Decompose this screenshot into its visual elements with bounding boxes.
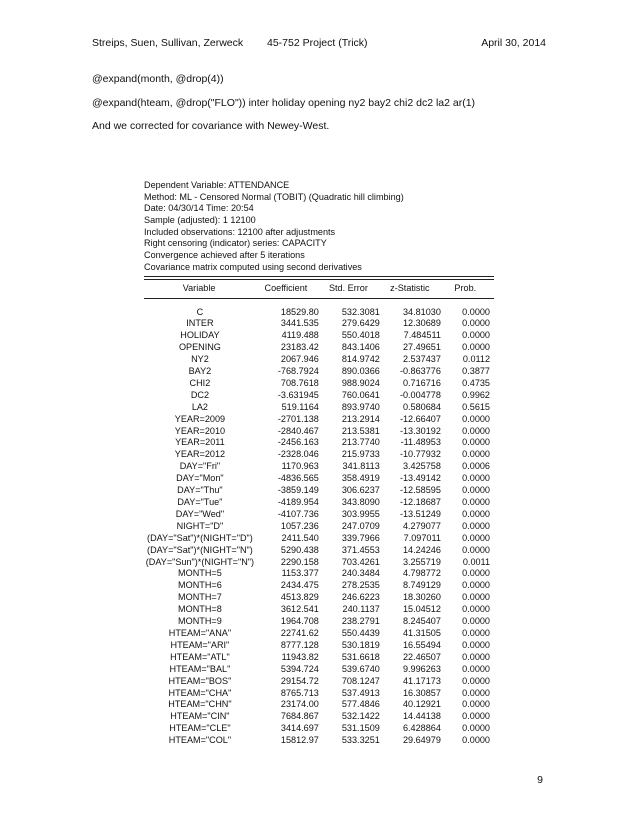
cell-std-error: 213.7740: [341, 437, 380, 448]
table-row: [144, 402, 494, 414]
table-header-row: [144, 280, 494, 296]
table-row: [144, 580, 494, 592]
table-row: [144, 652, 494, 664]
cell-std-error: 760.0641: [341, 389, 380, 400]
cell-prob: 0.0000: [462, 306, 490, 317]
table-row: [144, 723, 494, 735]
cell-std-error: 708.1247: [341, 675, 380, 686]
cell-z-statistic: 3.255719: [402, 556, 441, 567]
cell-variable: DAY="Tue": [177, 497, 223, 507]
table-row: [144, 473, 494, 485]
cell-std-error: 532.3081: [341, 306, 380, 317]
expand-hteam-line: @expand(hteam, @drop("FLO")) inter holiday opening ny2 bay2 chi2 dc2 la2 ar(1): [92, 97, 476, 109]
cell-prob: 0.0112: [462, 354, 490, 365]
cell-std-error: 213.2914: [341, 413, 380, 424]
cell-std-error: 371.4553: [341, 544, 380, 555]
cell-prob: 0.0000: [462, 687, 490, 698]
cell-coefficient: 8765.713: [280, 687, 319, 698]
cell-coefficient: 5394.724: [280, 663, 319, 674]
table-row: [144, 699, 494, 711]
cell-z-statistic: 40.12921: [402, 699, 441, 710]
cell-std-error: 343.8090: [341, 497, 380, 507]
cell-variable: BAY2: [188, 366, 212, 377]
newey-west-note: And we corrected for covariance with Newey-West.: [92, 120, 330, 132]
cell-std-error: 213.5381: [341, 425, 380, 436]
cell-variable: HTEAM="CHN": [168, 699, 232, 710]
cell-std-error: 215.9733: [341, 449, 380, 460]
cell-std-error: 814.9742: [341, 354, 380, 365]
cell-variable: NIGHT="D": [176, 520, 224, 531]
cell-coefficient: 1170.963: [281, 461, 319, 472]
cell-z-statistic: 27.49651: [402, 342, 441, 353]
page-header: [92, 37, 546, 51]
cell-std-error: 240.1137: [342, 604, 380, 615]
cell-prob: 0.0000: [462, 413, 490, 424]
cell-z-statistic: 8.245407: [402, 616, 441, 627]
table-row: [144, 557, 494, 569]
cell-z-statistic: 0.716716: [402, 377, 441, 388]
cell-z-statistic: -11.48953: [400, 437, 441, 448]
cell-coefficient: 4513.829: [280, 592, 319, 603]
cell-z-statistic: 6.428864: [402, 723, 441, 734]
table-row: [144, 437, 494, 449]
cell-variable: HTEAM="CHA": [168, 687, 232, 698]
output-meta-line: Dependent Variable: ATTENDANCE: [144, 180, 290, 190]
cell-std-error: 531.6618: [341, 651, 380, 662]
cell-coefficient: 23174.00: [280, 699, 319, 710]
cell-z-statistic: 7.484511: [403, 330, 441, 341]
cell-std-error: 537.4913: [341, 687, 380, 698]
cell-z-statistic: 0.580684: [402, 401, 441, 412]
regression-output: [144, 180, 494, 747]
page-number: 9: [537, 774, 543, 786]
cell-z-statistic: -10.77932: [399, 449, 441, 460]
table-row: [144, 449, 494, 461]
cell-variable: MONTH=7: [178, 592, 222, 603]
cell-coefficient: 3612.541: [280, 604, 319, 615]
cell-z-statistic: 3.425758: [402, 461, 441, 472]
column-header-variable: Variable: [182, 282, 216, 293]
cell-z-statistic: 9.996263: [402, 663, 441, 674]
cell-prob: 0.0000: [462, 699, 490, 710]
cell-coefficient: 4119.488: [281, 330, 319, 341]
cell-prob: 0.9962: [462, 389, 490, 400]
cell-z-statistic: 34.81030: [402, 306, 441, 317]
cell-variable: OPENING: [178, 342, 221, 353]
cell-coefficient: 519.1164: [281, 401, 319, 412]
cell-variable: DAY="Mon": [176, 473, 224, 484]
cell-coefficient: 2067.946: [280, 354, 319, 365]
cell-coefficient: -2701.138: [277, 413, 319, 424]
cell-z-statistic: 7.097011: [403, 532, 441, 543]
cell-coefficient: -4189.954: [277, 497, 319, 507]
cell-coefficient: 2411.540: [281, 532, 319, 543]
cell-z-statistic: 2.537437: [402, 354, 441, 365]
cell-prob: 0.0000: [462, 735, 490, 746]
cell-variable: HTEAM="COL": [168, 735, 232, 746]
cell-std-error: 533.3251: [341, 735, 380, 746]
cell-coefficient: 22741.62: [280, 627, 319, 638]
output-meta-line: Sample (adjusted): 1 12100: [144, 215, 256, 226]
cell-std-error: 577.4846: [341, 699, 380, 710]
table-row: [144, 485, 494, 497]
column-header-z-statistic: z-Statistic: [390, 282, 430, 293]
table-row: [144, 307, 494, 319]
cell-coefficient: 11943.82: [281, 651, 319, 662]
table-row: [144, 711, 494, 723]
table-row: [144, 378, 494, 390]
cell-prob: 0.0000: [462, 437, 490, 448]
cell-z-statistic: 18.30260: [402, 592, 441, 603]
cell-variable: NY2: [191, 354, 209, 365]
cell-coefficient: -3859.149: [277, 485, 319, 496]
cell-std-error: 358.4919: [341, 473, 380, 484]
cell-variable: CHI2: [189, 377, 211, 388]
cell-coefficient: 3441.535: [280, 318, 319, 329]
cell-std-error: 703.4261: [341, 556, 380, 567]
output-meta: [144, 180, 494, 274]
cell-coefficient: -768.7924: [277, 366, 319, 377]
cell-z-statistic: 41.17173: [402, 675, 441, 686]
cell-std-error: 531.1509: [341, 723, 380, 734]
cell-variable: (DAY="Sat")*(NIGHT="D"): [147, 532, 253, 543]
cell-coefficient: 1964.708: [280, 616, 319, 627]
cell-std-error: 279.6429: [341, 318, 380, 329]
cell-variable: INTER: [186, 318, 214, 329]
cell-coefficient: 8777.128: [280, 639, 319, 650]
table-row: [144, 342, 494, 354]
cell-std-error: 550.4018: [341, 330, 380, 341]
cell-variable: DAY="Wed": [175, 508, 225, 519]
cell-prob: 0.0000: [462, 532, 490, 543]
cell-coefficient: 708.7618: [280, 377, 319, 388]
cell-coefficient: -4836.565: [277, 473, 319, 484]
cell-z-statistic: 14.44138: [402, 711, 441, 722]
cell-std-error: 988.9024: [341, 377, 380, 388]
cell-std-error: 532.1422: [341, 711, 380, 722]
table-row: [144, 521, 494, 533]
cell-prob: 0.0000: [462, 592, 490, 603]
table-row: [144, 664, 494, 676]
cell-prob: 0.0000: [462, 342, 490, 353]
cell-coefficient: 23183.42: [280, 342, 319, 353]
table-row: [144, 676, 494, 688]
cell-variable: HTEAM="CIN": [170, 711, 230, 722]
header-project: 45-752 Project (Trick): [267, 37, 368, 49]
cell-z-statistic: 22.46507: [402, 651, 441, 662]
cell-variable: HTEAM="ATL": [170, 651, 230, 662]
cell-z-statistic: -13.30192: [399, 425, 441, 436]
cell-prob: 0.0000: [462, 675, 490, 686]
cell-prob: 0.0000: [462, 473, 490, 484]
cell-coefficient: -4107.736: [277, 508, 319, 519]
cell-variable: YEAR=2010: [174, 425, 226, 436]
cell-variable: YEAR=2011: [175, 437, 225, 448]
cell-prob: 0.0000: [462, 604, 490, 615]
column-header-coefficient: Coefficient: [264, 282, 308, 293]
cell-z-statistic: 4.798772: [402, 568, 441, 579]
cell-std-error: 240.3484: [341, 568, 380, 579]
output-meta-line: Covariance matrix computed using second derivatives: [144, 261, 362, 272]
table-row: [144, 628, 494, 640]
cell-z-statistic: -13.51249: [399, 508, 441, 519]
cell-variable: DAY="Fri": [179, 461, 221, 472]
cell-std-error: 550.4439: [341, 627, 380, 638]
cell-variable: (DAY="Sun")*(NIGHT="N"): [145, 556, 255, 567]
cell-coefficient: 1153.377: [281, 568, 319, 579]
table-row: [144, 318, 494, 330]
cell-coefficient: -2456.163: [277, 437, 319, 448]
cell-coefficient: -2840.467: [277, 425, 319, 436]
table-row: [144, 592, 494, 604]
cell-variable: DAY="Thu": [177, 485, 223, 496]
cell-variable: HOLIDAY: [180, 330, 220, 341]
cell-z-statistic: 16.55494: [402, 639, 441, 650]
cell-prob: 0.3877: [462, 366, 490, 377]
cell-coefficient: 1057.236: [280, 520, 319, 531]
cell-z-statistic: -0.004778: [399, 389, 441, 400]
cell-prob: 0.0000: [462, 639, 490, 650]
table-row: [144, 604, 494, 616]
cell-z-statistic: -12.58595: [399, 485, 441, 496]
cell-std-error: 278.2535: [341, 580, 380, 591]
cell-variable: DC2: [190, 389, 210, 400]
cell-coefficient: 18529.80: [280, 306, 319, 317]
cell-coefficient: -3.631945: [277, 389, 319, 400]
table-row: [144, 366, 494, 378]
table-row: [144, 509, 494, 521]
cell-prob: 0.0000: [462, 627, 490, 638]
table-row: [144, 640, 494, 652]
cell-prob: 0.0000: [462, 616, 490, 627]
cell-std-error: 893.9740: [341, 401, 380, 412]
cell-prob: 0.0000: [462, 508, 490, 519]
coefficient-rows: [144, 299, 494, 748]
cell-z-statistic: 29.64979: [402, 735, 441, 746]
cell-coefficient: 2290.158: [280, 556, 319, 567]
cell-z-statistic: 16.30857: [402, 687, 441, 698]
cell-variable: (DAY="Sat")*(NIGHT="N"): [147, 544, 253, 555]
cell-std-error: 247.0709: [341, 520, 380, 531]
cell-std-error: 843.1406: [341, 342, 380, 353]
cell-coefficient: 7684.867: [280, 711, 319, 722]
output-meta-line: Date: 04/30/14 Time: 20:54: [144, 203, 254, 214]
cell-coefficient: 3414.697: [280, 723, 319, 734]
cell-std-error: 306.6237: [341, 485, 380, 496]
cell-prob: 0.0011: [462, 556, 490, 567]
output-meta-line: Right censoring (indicator) series: CAPACITY: [144, 238, 327, 249]
cell-prob: 0.0000: [462, 425, 490, 436]
cell-coefficient: 29154.72: [280, 675, 319, 686]
cell-prob: 0.0000: [462, 651, 490, 662]
cell-prob: 0.0000: [462, 663, 490, 674]
cell-variable: HTEAM="ARI": [170, 639, 230, 650]
cell-prob: 0.0000: [462, 497, 490, 507]
cell-prob: 0.0000: [462, 330, 490, 341]
table-row: [144, 616, 494, 628]
cell-variable: HTEAM="BAL": [169, 663, 231, 674]
table-row: [144, 390, 494, 402]
cell-variable: C: [196, 306, 204, 317]
cell-prob: 0.0000: [462, 449, 490, 460]
cell-prob: 0.0000: [462, 711, 490, 722]
cell-std-error: 539.6740: [341, 663, 380, 674]
table-row: [144, 568, 494, 580]
header-authors: Streips, Suen, Sullivan, Zerweck: [92, 37, 244, 49]
table-row: [144, 330, 494, 342]
table-row: [144, 688, 494, 700]
cell-coefficient: 2434.475: [280, 580, 319, 591]
cell-prob: 0.0006: [462, 461, 490, 472]
cell-z-statistic: 15.04512: [402, 604, 441, 615]
cell-z-statistic: 8.749129: [402, 580, 441, 591]
output-meta-line: Method: ML - Censored Normal (TOBIT) (Quadratic hill climbing): [144, 191, 404, 202]
cell-prob: 0.4735: [462, 377, 490, 388]
cell-coefficient: 15812.97: [280, 735, 319, 746]
cell-prob: 0.0000: [462, 568, 490, 579]
table-row: [144, 414, 494, 426]
cell-z-statistic: -12.66407: [399, 413, 441, 424]
cell-coefficient: 5290.438: [280, 544, 319, 555]
cell-prob: 0.5615: [462, 401, 490, 412]
table-row: [144, 533, 494, 545]
cell-variable: MONTH=9: [178, 616, 222, 627]
table-row: [144, 461, 494, 473]
cell-variable: HTEAM="CLE": [169, 723, 231, 734]
column-header-prob: Prob.: [454, 282, 477, 293]
cell-std-error: 890.0366: [341, 366, 380, 377]
cell-coefficient: -2328.046: [277, 449, 319, 460]
output-meta-line: Convergence achieved after 5 iterations: [144, 250, 305, 261]
cell-z-statistic: 41.31505: [402, 627, 441, 638]
cell-std-error: 246.6223: [341, 592, 380, 603]
cell-variable: MONTH=8: [178, 604, 222, 615]
table-row: [144, 735, 494, 747]
cell-prob: 0.0000: [462, 580, 490, 591]
column-header-std-error: Std. Error: [328, 282, 368, 293]
output-meta-line: Included observations: 12100 after adjustments: [144, 226, 336, 237]
header-date: April 30, 2014: [481, 37, 546, 49]
cell-z-statistic: 12.30689: [402, 318, 441, 329]
cell-z-statistic: -12.18687: [399, 497, 441, 507]
cell-std-error: 341.8113: [342, 461, 380, 472]
cell-std-error: 530.1819: [341, 639, 380, 650]
table-row: [144, 426, 494, 438]
table-row: [144, 545, 494, 557]
cell-z-statistic: -0.863776: [399, 366, 441, 377]
cell-z-statistic: 4.279077: [402, 520, 441, 531]
cell-std-error: 339.7966: [341, 532, 380, 543]
table-row: [144, 497, 494, 509]
cell-variable: HTEAM="BOS": [168, 675, 232, 686]
cell-std-error: 238.2791: [341, 616, 380, 627]
cell-variable: LA2: [191, 401, 208, 412]
cell-variable: YEAR=2012: [174, 449, 226, 460]
cell-prob: 0.0000: [462, 544, 490, 555]
coefficient-table: [144, 280, 494, 296]
cell-variable: MONTH=5: [178, 568, 222, 579]
cell-std-error: 303.9955: [341, 508, 380, 519]
cell-variable: YEAR=2009: [174, 413, 226, 424]
cell-z-statistic: -13.49142: [399, 473, 441, 484]
cell-prob: 0.0000: [462, 723, 490, 734]
cell-prob: 0.0000: [462, 318, 490, 329]
cell-variable: HTEAM="ANA": [168, 627, 232, 638]
table-row: [144, 354, 494, 366]
cell-variable: MONTH=6: [178, 580, 222, 591]
cell-prob: 0.0000: [462, 520, 490, 531]
expand-month-line: @expand(month, @drop(4)): [92, 73, 224, 85]
cell-prob: 0.0000: [462, 485, 490, 496]
cell-z-statistic: 14.24246: [402, 544, 441, 555]
